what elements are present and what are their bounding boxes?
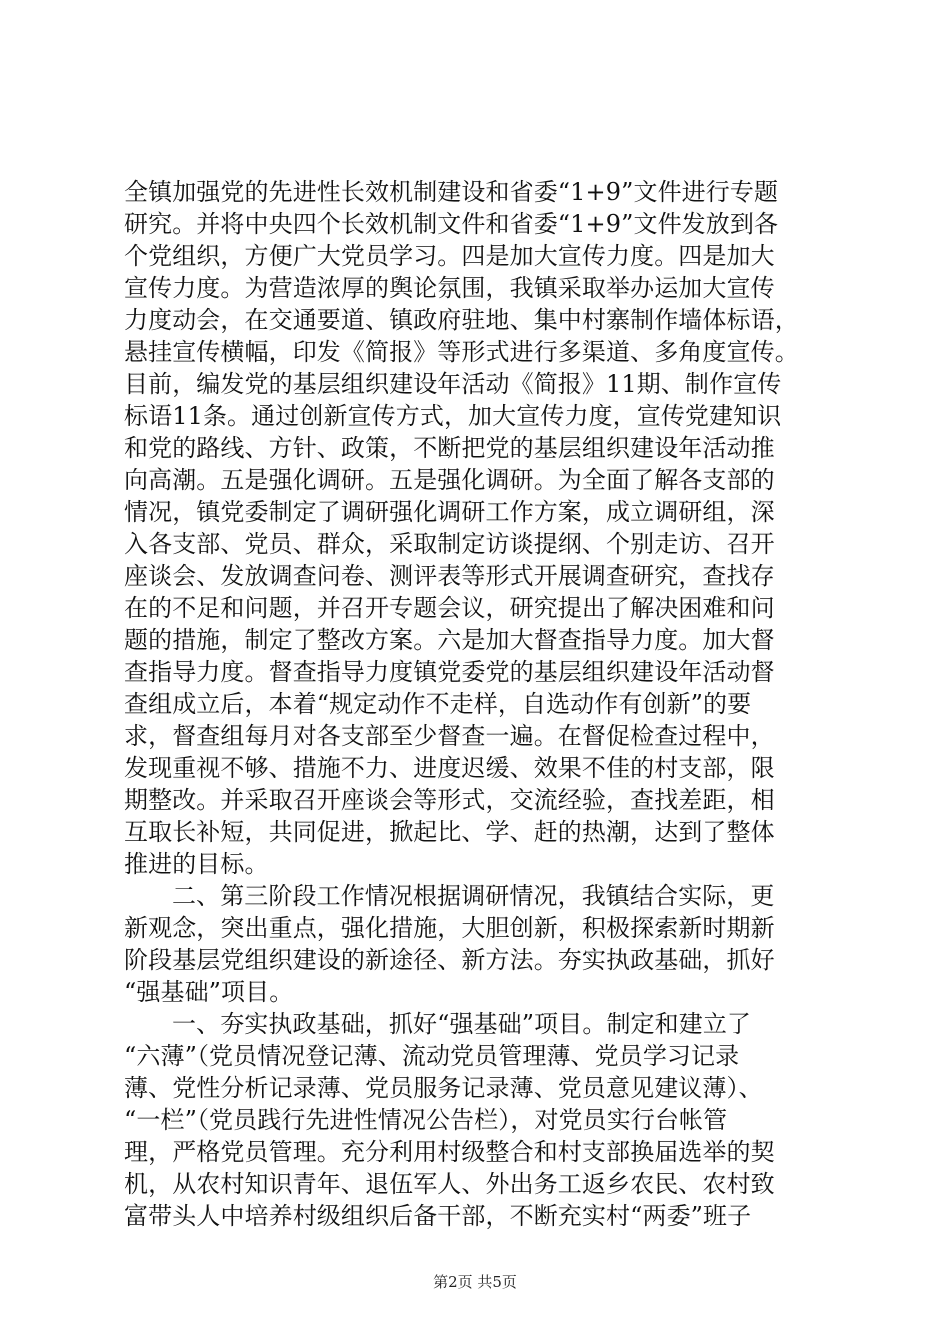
text-line: 富带头人中培养村级组织后备干部，不断充实村“两委”班子 [124,1202,752,1230]
text-line: 查组成立后，本着“规定动作不走样，自选动作有创新”的要 [124,690,752,718]
text-line: 座谈会、发放调查问卷、测评表等形式开展调查研究，查找存 [124,562,775,590]
text-line: 阶段基层党组织建设的新途径、新方法。夯实执政基础，抓好 [124,946,775,974]
text-line: 在的不足和问题，并召开专题会议，研究提出了解决困难和问 [124,594,775,622]
text-line: 入各支部、党员、群众，采取制定访谈提纲、个别走访、召开 [124,530,775,558]
text-line: 推进的目标。 [124,850,269,878]
text-line: “强基础”项目。 [124,978,294,1006]
text-line: 全镇加强党的先进性长效机制建设和省委“1+9”文件进行专题 [124,178,779,206]
text-line: 力度动会，在交通要道、镇政府驻地、集中村寨制作墙体标语， [124,306,799,334]
text-line: 机，从农村知识青年、退伍军人、外出务工返乡农民、农村致 [124,1170,775,1198]
text-line: 薄、党性分析记录薄、党员服务记录薄、党员意见建议薄）、 [124,1074,763,1102]
text-line: 个党组织，方便广大党员学习。四是加大宣传力度。四是加大 [124,242,775,270]
text-line: 悬挂宣传横幅，印发《简报》等形式进行多渠道、多角度宣传。 [124,338,799,366]
text-line: 题的措施，制定了整改方案。六是加大督查指导力度。加大督 [124,626,775,654]
text-line: 发现重视不够、措施不力、进度迟缓、效果不佳的村支部，限 [124,754,775,782]
text-line: 互取长补短，共同促进，掀起比、学、赶的热潮，达到了整体 [124,818,775,846]
text-line: 情况，镇党委制定了调研强化调研工作方案，成立调研组，深 [124,498,775,526]
paragraph-start-line: 二、第三阶段工作情况根据调研情况，我镇结合实际，更 [172,882,775,910]
text-line: 新观念，突出重点，强化措施，大胆创新，积极探索新时期新 [124,914,775,942]
text-line: 理，严格党员管理。充分利用村级整合和村支部换届选举的契 [124,1138,775,1166]
text-line: 查指导力度。督查指导力度镇党委党的基层组织建设年活动督 [124,658,775,686]
text-line: 宣传力度。为营造浓厚的舆论氛围，我镇采取举办运加大宣传 [124,274,775,302]
text-line: 期整改。并采取召开座谈会等形式，交流经验，查找差距，相 [124,786,775,814]
text-line: “六薄”（党员情况登记薄、流动党员管理薄、党员学习记录 [124,1042,740,1070]
text-line: 求，督查组每月对各支部至少督查一遍。在督促检查过程中， [124,722,775,750]
text-line: 标语11条。通过创新宣传方式，加大宣传力度，宣传党建知识 [124,402,782,430]
text-line: 向高潮。五是强化调研。五是强化调研。为全面了解各支部的 [124,466,775,494]
text-line: 和党的路线、方针、政策，不断把党的基层组织建设年活动推 [124,434,775,462]
text-line: 研究。并将中央四个长效机制文件和省委“1+9”文件发放到各 [124,210,779,238]
page-number-footer: 第2页 共5页 [433,1273,517,1291]
text-line: “一栏”（党员践行先进性情况公告栏），对党员实行台帐管 [124,1106,728,1134]
text-line: 目前，编发党的基层组织建设年活动《简报》11期、制作宣传 [124,370,782,398]
paragraph-start-line: 一、夯实执政基础，抓好“强基础”项目。制定和建立了 [172,1010,752,1038]
